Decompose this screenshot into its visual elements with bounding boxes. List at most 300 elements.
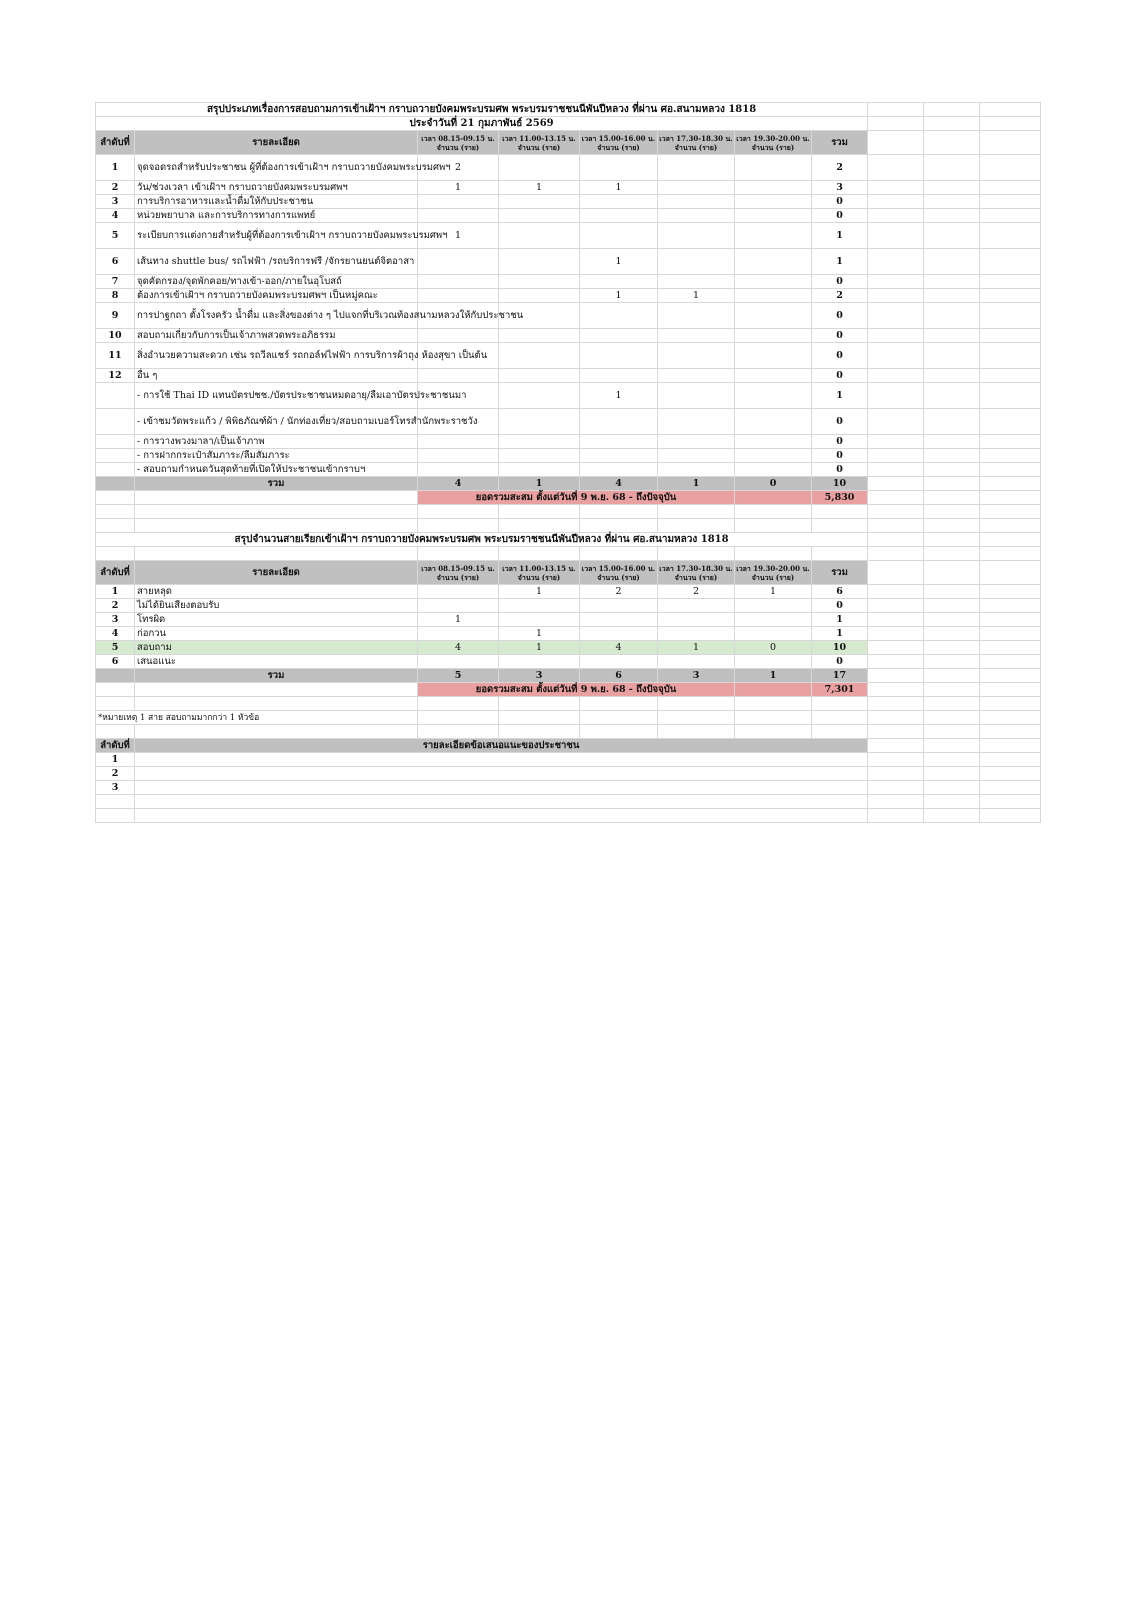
table1-subrow-value (499, 409, 580, 435)
table1-header-4: เวลา 15.00-16.00 น. จำนวน (ราย) (580, 131, 658, 155)
table1-subrow-value (418, 449, 499, 463)
empty-cell (812, 505, 868, 519)
table1-row-value (418, 195, 499, 209)
table2-row-total: 0 (812, 599, 868, 613)
table2-row (96, 641, 1041, 655)
table1-row-value (735, 343, 812, 369)
table1-row-value: 1 (580, 289, 658, 303)
table2-row-value (418, 585, 499, 599)
table2-sum-total: 17 (812, 669, 868, 683)
table1-row-value (580, 223, 658, 249)
table2-header-3: เวลา 11.00-13.15 น. จำนวน (ราย) (499, 561, 580, 585)
empty-cell (868, 767, 924, 781)
table1-header-6: เวลา 19.30-20.00 น. จำนวน (ราย) (735, 131, 812, 155)
table2-header-1: รายละเอียด (135, 561, 418, 585)
empty-cell (868, 627, 924, 641)
table2-header-7: รวม (812, 561, 868, 585)
table2-sum-label: รวม (135, 669, 418, 683)
table1-row-value (735, 155, 812, 181)
table1-row-detail: เส้นทาง shuttle bus/ รถไฟฟ้า /รถบริการฟรี /จักรยานยนต์จิตอาสา (135, 249, 418, 275)
table1-title-row (96, 103, 1041, 117)
table1-row (96, 343, 1041, 369)
empty-cell (868, 409, 924, 435)
table2-header-6: เวลา 19.30-20.00 น. จำนวน (ราย) (735, 561, 812, 585)
table1-subrow-value (580, 435, 658, 449)
empty-cell (924, 249, 980, 275)
table1-cumulative-blank (735, 491, 812, 505)
table2-row-detail: เสนอแนะ (135, 655, 418, 669)
table2-row-no: 6 (96, 655, 135, 669)
table1-subrow-value (658, 449, 735, 463)
table1-subrow (96, 383, 1041, 409)
table1-row (96, 223, 1041, 249)
empty-cell (924, 683, 980, 697)
table1-row-value (580, 369, 658, 383)
empty-cell (924, 209, 980, 223)
table2-row-total: 1 (812, 627, 868, 641)
table2-cumulative-value: 7,301 (812, 683, 868, 697)
empty-cell (868, 463, 924, 477)
table1-subrow-value (658, 383, 735, 409)
table2-row-value (499, 599, 580, 613)
table1-subrow-detail: - การใช้ Thai ID แทนบัตรปชช./บัตรประชาชนหมดอายุ/ลืมเอาบัตรประชาชนมา (135, 383, 418, 409)
empty-cell (924, 547, 980, 561)
empty-cell (980, 209, 1041, 223)
empty-cell (924, 103, 980, 117)
table2-row (96, 655, 1041, 669)
empty-cell (924, 463, 980, 477)
empty-cell (924, 519, 980, 533)
empty-cell (735, 519, 812, 533)
empty-cell (924, 781, 980, 795)
table2-header-row (96, 561, 1041, 585)
empty-cell (924, 343, 980, 369)
empty-cell (980, 329, 1041, 343)
table1-subrow-total: 0 (812, 435, 868, 449)
table1-row-value (658, 329, 735, 343)
table1-subrow-value (499, 435, 580, 449)
empty-cell (980, 697, 1041, 711)
table1-row-value (499, 369, 580, 383)
table1-row-detail: จุดคัดกรอง/จุดพักคอย/ทางเข้า-ออก/ภายในอุโบสถ์ (135, 275, 418, 289)
table1-subrow-value (658, 463, 735, 477)
table1-row-value (499, 343, 580, 369)
table1-sum-value: 4 (580, 477, 658, 491)
empty-cell (924, 725, 980, 739)
empty-cell (924, 131, 980, 155)
empty-cell (868, 711, 924, 725)
table2-row-value: 1 (499, 641, 580, 655)
table1-row-no: 9 (96, 303, 135, 329)
table1-subrow-value (735, 409, 812, 435)
empty-cell (735, 505, 812, 519)
table2-row (96, 585, 1041, 599)
table1-header-row (96, 131, 1041, 155)
empty-cell (418, 725, 499, 739)
table1-row (96, 249, 1041, 275)
table2-header-5: เวลา 17.30-18.30 น. จำนวน (ราย) (658, 561, 735, 585)
table2-row-total: 1 (812, 613, 868, 627)
table1-row-no: 7 (96, 275, 135, 289)
table1-row-total: 2 (812, 289, 868, 303)
table1-subrow-value (499, 463, 580, 477)
table1-row-value: 1 (499, 181, 580, 195)
table1-row-detail: การบริการอาหารและน้ำดื่มให้กับประชาชน (135, 195, 418, 209)
table3-row-no (96, 809, 135, 823)
table2-row (96, 599, 1041, 613)
table2-row-no: 5 (96, 641, 135, 655)
table2-row-value (735, 599, 812, 613)
table1-sum-no (96, 477, 135, 491)
table2-row-value: 0 (735, 641, 812, 655)
blank-row (96, 725, 1041, 739)
empty-cell (980, 711, 1041, 725)
empty-cell (812, 697, 868, 711)
table2-row-total: 0 (812, 655, 868, 669)
table2-row-value (735, 655, 812, 669)
table1-subrow-value (735, 449, 812, 463)
table1-row-total: 1 (812, 249, 868, 275)
table2-cumulative-row (96, 683, 1041, 697)
empty-cell (868, 739, 924, 753)
table1-subrow (96, 463, 1041, 477)
empty-cell (868, 561, 924, 585)
table2-sum-value: 3 (658, 669, 735, 683)
table2-row-value: 4 (418, 641, 499, 655)
table3-row (96, 809, 1041, 823)
empty-cell (868, 117, 924, 131)
table1-row-value (580, 209, 658, 223)
table1-row-detail: ระเบียบการแต่งกายสำหรับผู้ที่ต้องการเข้าเฝ้าฯ กราบถวายบังคมพระบรมศพฯ (135, 223, 418, 249)
empty-cell (980, 655, 1041, 669)
table1-row-detail: วัน/ช่วงเวลา เข้าเฝ้าฯ กราบถวายบังคมพระบรมศพฯ (135, 181, 418, 195)
empty-cell (980, 289, 1041, 303)
empty-cell (924, 669, 980, 683)
table1-row-value (658, 369, 735, 383)
empty-cell (980, 463, 1041, 477)
empty-cell (924, 795, 980, 809)
table1-row-detail: สอบถามเกี่ยวกับการเป็นเจ้าภาพสวดพระอภิธรรม (135, 329, 418, 343)
empty-cell (868, 477, 924, 491)
empty-cell (868, 697, 924, 711)
empty-cell (980, 669, 1041, 683)
empty-cell (924, 809, 980, 823)
table1-row-value (735, 181, 812, 195)
empty-cell (868, 781, 924, 795)
empty-cell (580, 505, 658, 519)
table1-row-detail: หน่วยพยาบาล และการบริการทางการแพทย์ (135, 209, 418, 223)
table1-row-detail: ต้องการเข้าเฝ้าฯ กราบถวายบังคมพระบรมศพฯ เป็นหมู่คณะ (135, 289, 418, 303)
report-grid (95, 102, 1041, 823)
table1-subrow (96, 449, 1041, 463)
empty-cell (924, 303, 980, 329)
empty-cell (980, 809, 1041, 823)
empty-cell (924, 753, 980, 767)
table1-subrow-value (735, 463, 812, 477)
empty-cell (924, 155, 980, 181)
empty-cell (924, 561, 980, 585)
empty-cell (580, 725, 658, 739)
table2-row (96, 613, 1041, 627)
empty-cell (980, 613, 1041, 627)
empty-cell (980, 599, 1041, 613)
table1-subrow-detail: - การฝากกระเป๋าสัมภาระ/ลืมสัมภาระ (135, 449, 418, 463)
table2-row-detail: สายหลุด (135, 585, 418, 599)
table3-row-no: 3 (96, 781, 135, 795)
table1-header-5: เวลา 17.30-18.30 น. จำนวน (ราย) (658, 131, 735, 155)
table1-row-total: 0 (812, 195, 868, 209)
empty-cell (135, 725, 418, 739)
table3-row-detail (135, 767, 868, 781)
empty-cell (868, 641, 924, 655)
table1-subrow-value (499, 383, 580, 409)
empty-cell (868, 223, 924, 249)
table2-row-detail: สอบถาม (135, 641, 418, 655)
table3-header-detail: รายละเอียดข้อเสนอแนะของประชาชน (135, 739, 868, 753)
table1-row-total: 0 (812, 343, 868, 369)
table1-row-value: 1 (658, 289, 735, 303)
table3-row-detail (135, 795, 868, 809)
empty-cell (580, 711, 658, 725)
table1-cumulative-value: 5,830 (812, 491, 868, 505)
table1-row-value (499, 275, 580, 289)
empty-cell (924, 739, 980, 753)
table1-row-value (418, 249, 499, 275)
table1-row (96, 275, 1041, 289)
empty-cell (980, 249, 1041, 275)
empty-cell (868, 289, 924, 303)
empty-cell (735, 725, 812, 739)
table2-header-4: เวลา 15.00-16.00 น. จำนวน (ราย) (580, 561, 658, 585)
table1-header-2: เวลา 08.15-09.15 น. จำนวน (ราย) (418, 131, 499, 155)
table1-sum-row (96, 477, 1041, 491)
table3-row (96, 781, 1041, 795)
empty-cell (868, 613, 924, 627)
table1-row (96, 369, 1041, 383)
table1-row-value (580, 329, 658, 343)
table2-title-row (96, 533, 1041, 547)
table2-row-value (418, 627, 499, 641)
table2-sum-row (96, 669, 1041, 683)
empty-cell (980, 181, 1041, 195)
table2-row-detail: ก่อกวน (135, 627, 418, 641)
empty-cell (868, 519, 924, 533)
table2-row-value (658, 655, 735, 669)
table1-date: ประจำวันที่ 21 กุมภาพันธ์ 2569 (96, 117, 868, 131)
table1-row-value (735, 303, 812, 329)
empty-cell (980, 435, 1041, 449)
table2-row-value (580, 613, 658, 627)
table1-subrow (96, 435, 1041, 449)
empty-cell (924, 275, 980, 289)
table1-subrow-detail: - สอบถามกำหนดวันสุดท้ายที่เปิดให้ประชาชนเข้ากราบฯ (135, 463, 418, 477)
empty-cell (980, 533, 1041, 547)
table1-row-value (735, 249, 812, 275)
table2-row-value: 1 (735, 585, 812, 599)
empty-cell (868, 249, 924, 275)
table1-cumulative-row (96, 491, 1041, 505)
empty-cell (135, 505, 418, 519)
table1-row-value (735, 369, 812, 383)
table2-row-value (735, 613, 812, 627)
table2-cumulative-blank (735, 683, 812, 697)
table1-sum-value: 1 (658, 477, 735, 491)
empty-cell (980, 725, 1041, 739)
table3-row-no: 1 (96, 753, 135, 767)
table2-sum-value: 3 (499, 669, 580, 683)
empty-cell (580, 697, 658, 711)
empty-cell (980, 767, 1041, 781)
table1-header-7: รวม (812, 131, 868, 155)
table2-row-no: 1 (96, 585, 135, 599)
table1-row-value (735, 329, 812, 343)
empty-cell (924, 409, 980, 435)
empty-cell (96, 683, 135, 697)
table1-subrow-total: 0 (812, 463, 868, 477)
empty-cell (812, 547, 868, 561)
table1-row-no: 1 (96, 155, 135, 181)
empty-cell (868, 585, 924, 599)
empty-cell (135, 683, 418, 697)
table1-subrow-total: 1 (812, 383, 868, 409)
blank-row (96, 505, 1041, 519)
empty-cell (980, 343, 1041, 369)
table1-title: สรุปประเภทเรื่องการสอบถามการเข้าเฝ้าฯ กราบถวายบังคมพระบรมศพ พระบรมราชชนนีพันปีหลวง ที่ผ่าน ศอ.สนามหลวง 1818 (96, 103, 868, 117)
table1-row-value (499, 209, 580, 223)
empty-cell (868, 599, 924, 613)
empty-cell (924, 449, 980, 463)
empty-cell (812, 711, 868, 725)
table1-row (96, 289, 1041, 303)
empty-cell (96, 519, 135, 533)
table1-row-value (418, 289, 499, 303)
table1-row-value: 1 (580, 249, 658, 275)
empty-cell (499, 725, 580, 739)
table2-row-value (658, 599, 735, 613)
table2-row-value: 4 (580, 641, 658, 655)
table1-subrow-no (96, 463, 135, 477)
empty-cell (868, 303, 924, 329)
empty-cell (868, 753, 924, 767)
empty-cell (924, 491, 980, 505)
empty-cell (580, 547, 658, 561)
table3-row-detail (135, 781, 868, 795)
table1-subrow-value (418, 463, 499, 477)
table2-row-total: 10 (812, 641, 868, 655)
table1-row (96, 329, 1041, 343)
table1-row-value (658, 343, 735, 369)
empty-cell (980, 223, 1041, 249)
empty-cell (980, 449, 1041, 463)
empty-cell (868, 209, 924, 223)
table1-date-row (96, 117, 1041, 131)
table1-row-value: 2 (418, 155, 499, 181)
table2-row-no: 4 (96, 627, 135, 641)
empty-cell (980, 195, 1041, 209)
table1-sum-value: 1 (499, 477, 580, 491)
empty-cell (924, 181, 980, 195)
table1-row (96, 209, 1041, 223)
empty-cell (499, 519, 580, 533)
table1-row-no: 8 (96, 289, 135, 303)
table1-row-value (658, 275, 735, 289)
table1-subrow-value (580, 463, 658, 477)
table1-row-total: 2 (812, 155, 868, 181)
empty-cell (735, 711, 812, 725)
table3-header-row (96, 739, 1041, 753)
empty-cell (980, 561, 1041, 585)
empty-cell (924, 477, 980, 491)
table1-subrow-no (96, 383, 135, 409)
empty-cell (868, 491, 924, 505)
table1-row-no: 12 (96, 369, 135, 383)
table2-row-value: 2 (580, 585, 658, 599)
table1-subrow-total: 0 (812, 449, 868, 463)
table1-row-value: 1 (580, 181, 658, 195)
empty-cell (96, 547, 135, 561)
table1-row-no: 3 (96, 195, 135, 209)
empty-cell (924, 383, 980, 409)
table2-row (96, 627, 1041, 641)
table1-row (96, 155, 1041, 181)
table1-row-value (580, 303, 658, 329)
empty-cell (96, 725, 135, 739)
empty-cell (980, 627, 1041, 641)
table2-row-no: 3 (96, 613, 135, 627)
table1-row-total: 3 (812, 181, 868, 195)
empty-cell (96, 491, 135, 505)
empty-cell (418, 505, 499, 519)
empty-cell (868, 131, 924, 155)
empty-cell (924, 627, 980, 641)
empty-cell (980, 477, 1041, 491)
table1-row-no: 5 (96, 223, 135, 249)
table1-row-value (580, 195, 658, 209)
table1-row-value (418, 329, 499, 343)
table1-row-value: 1 (418, 181, 499, 195)
empty-cell (658, 505, 735, 519)
table1-subrow-value (735, 435, 812, 449)
table2-row-total: 6 (812, 585, 868, 599)
table2-row-no: 2 (96, 599, 135, 613)
empty-cell (812, 725, 868, 739)
empty-cell (980, 641, 1041, 655)
empty-cell (980, 505, 1041, 519)
blank-row (96, 547, 1041, 561)
table1-sum-total: 10 (812, 477, 868, 491)
table1-row-detail: สิ่งอำนวยความสะดวก เช่น รถวีลแชร์ รถกอล์ฟไฟฟ้า การบริการผ้าถุง ห้องสุขา เป็นต้น (135, 343, 418, 369)
table2-row-value: 1 (418, 613, 499, 627)
empty-cell (980, 585, 1041, 599)
note-row (96, 711, 1041, 725)
empty-cell (868, 449, 924, 463)
empty-cell (868, 725, 924, 739)
empty-cell (868, 195, 924, 209)
empty-cell (735, 697, 812, 711)
empty-cell (658, 519, 735, 533)
empty-cell (868, 547, 924, 561)
blank-row (96, 697, 1041, 711)
table1-row-value (499, 195, 580, 209)
empty-cell (868, 155, 924, 181)
empty-cell (658, 725, 735, 739)
empty-cell (980, 369, 1041, 383)
empty-cell (924, 585, 980, 599)
empty-cell (980, 739, 1041, 753)
table2-row-value: 1 (499, 627, 580, 641)
table1-subrow-value (658, 409, 735, 435)
table1-row-value (580, 275, 658, 289)
